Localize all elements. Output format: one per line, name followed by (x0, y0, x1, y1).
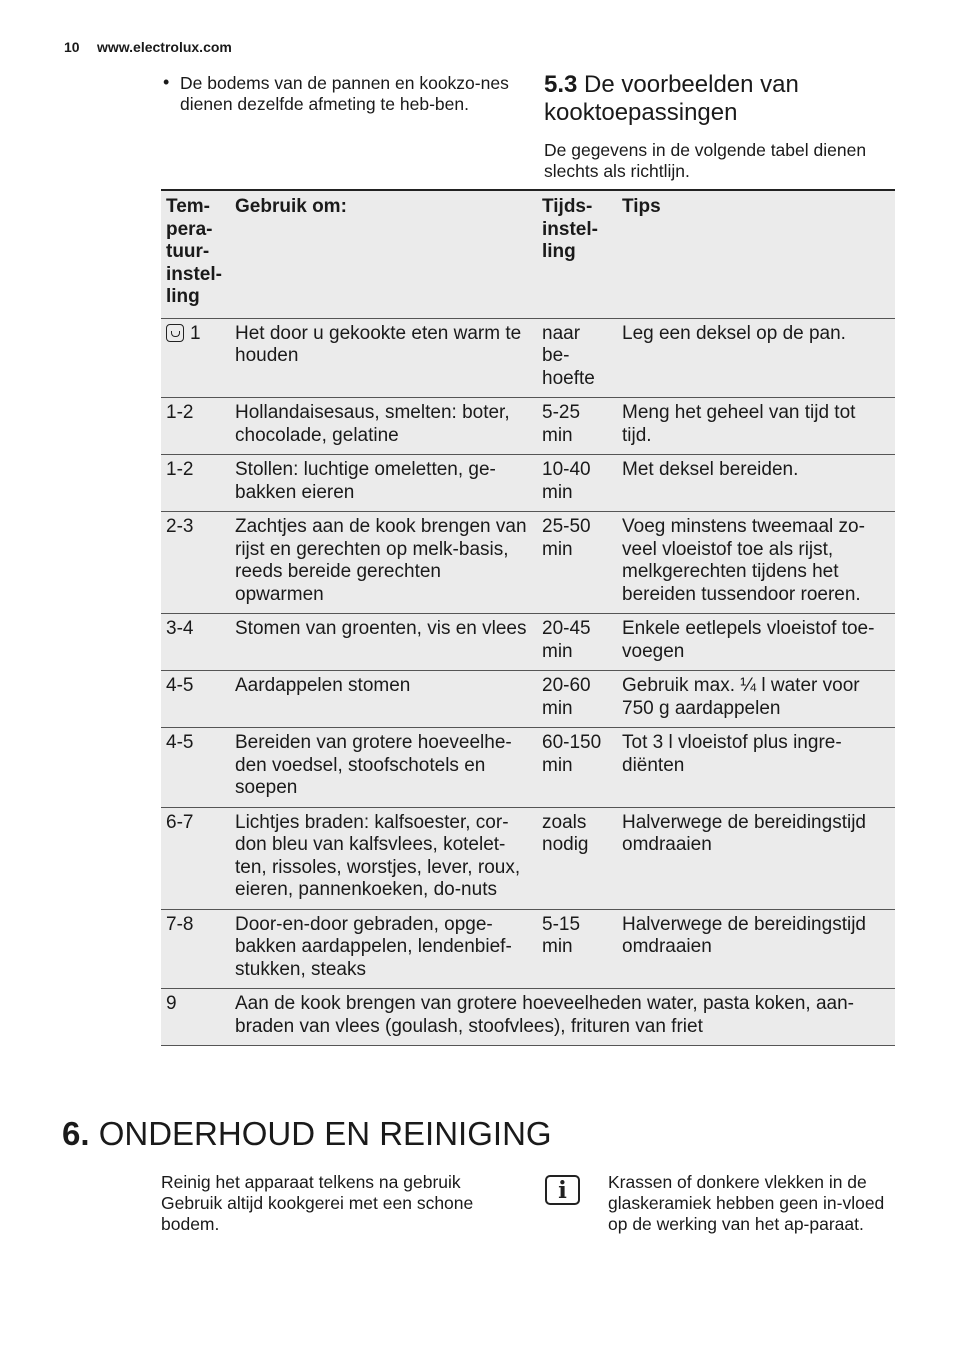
cell-temp-value: 1 (190, 322, 201, 344)
table-row (161, 455, 895, 512)
table-row (161, 728, 895, 808)
cell-temp: 3-4 (161, 614, 230, 671)
page-number: 10 (64, 39, 80, 55)
cell-time: naar be-hoefte (537, 318, 617, 398)
cell-use: Lichtjes braden: kalfsoester, cor-don bleu van kalfsvlees, kotelet-ten, rissoles, worstjes, lever, roux, eieren, pannenkoeken, do-nuts (230, 807, 537, 909)
cell-temp: 2-3 (161, 512, 230, 614)
chapter-number: 6. (62, 1115, 90, 1152)
cell-use: Hollandaisesaus, smelten: boter, chocolade, gelatine (230, 398, 537, 455)
header-tips: Tips (617, 190, 895, 318)
section-intro: De gegevens in de volgende tabel dienen slechts als richtlijn. (544, 140, 867, 181)
website-link[interactable]: www.electrolux.com (97, 39, 232, 55)
cell-tips: Halverwege de bereidingstijd omdraaien (617, 807, 895, 909)
keep-warm-icon (166, 324, 184, 342)
cell-time: 60-150 min (537, 728, 617, 808)
cell-use: Zachtjes aan de kook brengen van rijst en gerechten op melk-basis, reeds bereide gerechten opwarmen (230, 512, 537, 614)
cell-use-merged: Aan de kook brengen van grotere hoeveelheden water, pasta koken, aan-braden van vlees (goulash, stoofvlees), frituren van friet (230, 989, 895, 1046)
cell-use: Door-en-door gebraden, opge-bakken aardappelen, lendenbief-stukken, steaks (230, 909, 537, 989)
info-icon: i (545, 1175, 580, 1205)
cell-use: Bereiden van grotere hoeveelhe-den voedsel, stoofschotels en soepen (230, 728, 537, 808)
cell-temp: 6-7 (161, 807, 230, 909)
info-note: Krassen of donkere vlekken in de glaskeramiek hebben geen in-vloed op de werking van het ap-paraat. (608, 1172, 885, 1234)
bullet-marker: • (163, 72, 170, 92)
cell-temp: 1-2 (161, 455, 230, 512)
cell-temp (161, 318, 230, 398)
cell-temp: 9 (161, 989, 230, 1046)
header-use: Gebruik om: (230, 190, 537, 318)
cell-time: 25-50 min (537, 512, 617, 614)
table-row (161, 318, 895, 398)
header-temperature: Tem-pera-tuur-instel-ling (161, 190, 230, 318)
cell-tips: Halverwege de bereidingstijd omdraaien (617, 909, 895, 989)
cell-time: 20-45 min (537, 614, 617, 671)
cell-tips: Met deksel bereiden. (617, 455, 895, 512)
cell-time: 5-25 min (537, 398, 617, 455)
header-time: Tijds-instel-ling (537, 190, 617, 318)
cell-tips: Leg een deksel op de pan. (617, 318, 895, 398)
care-instructions: Reinig het apparaat telkens na gebruik Gebruik altijd kookgerei met een schone bodem. (161, 1172, 474, 1234)
chapter-title: ONDERHOUD EN REINIGING (98, 1115, 552, 1152)
cell-tips: Voeg minstens tweemaal zo-veel vloeistof toe als rijst, melkgerechten tijdens het bereiden tussendoor roeren. (617, 512, 895, 614)
cell-use: Het door u gekookte eten warm te houden (230, 318, 537, 398)
table-row (161, 807, 895, 909)
table-row (161, 909, 895, 989)
cell-use: Stomen van groenten, vis en vlees (230, 614, 537, 671)
cell-time: 5-15 min (537, 909, 617, 989)
cell-tips: Gebruik max. ¼ l water voor 750 g aardappelen (617, 671, 895, 728)
cell-tips: Enkele eetlepels vloeistof toe-voegen (617, 614, 895, 671)
section-number: 5.3 (544, 71, 578, 98)
cell-use: Aardappelen stomen (230, 671, 537, 728)
cell-time: 20-60 min (537, 671, 617, 728)
cell-temp: 4-5 (161, 671, 230, 728)
table-row (161, 398, 895, 455)
table-row (161, 614, 895, 671)
cell-tips: Tot 3 l vloeistof plus ingre-diënten (617, 728, 895, 808)
cell-temp: 4-5 (161, 728, 230, 808)
cell-temp: 1-2 (161, 398, 230, 455)
table-header-row (161, 190, 895, 318)
cooking-table (161, 189, 895, 1046)
table-row (161, 512, 895, 614)
chapter-heading (62, 1114, 552, 1154)
section-title: De voorbeelden van kooktoepassingen (544, 71, 799, 126)
cell-temp: 7-8 (161, 909, 230, 989)
table-row (161, 671, 895, 728)
bullet-text: De bodems van de pannen en kookzo-nes dienen dezelfde afmeting te heb-ben. (180, 73, 509, 114)
cell-use: Stollen: luchtige omeletten, ge-bakken eieren (230, 455, 537, 512)
section-heading (544, 71, 884, 127)
cell-time: 10-40 min (537, 455, 617, 512)
table-row-last (161, 989, 895, 1046)
cell-time: zoals nodig (537, 807, 617, 909)
cell-tips: Meng het geheel van tijd tot tijd. (617, 398, 895, 455)
